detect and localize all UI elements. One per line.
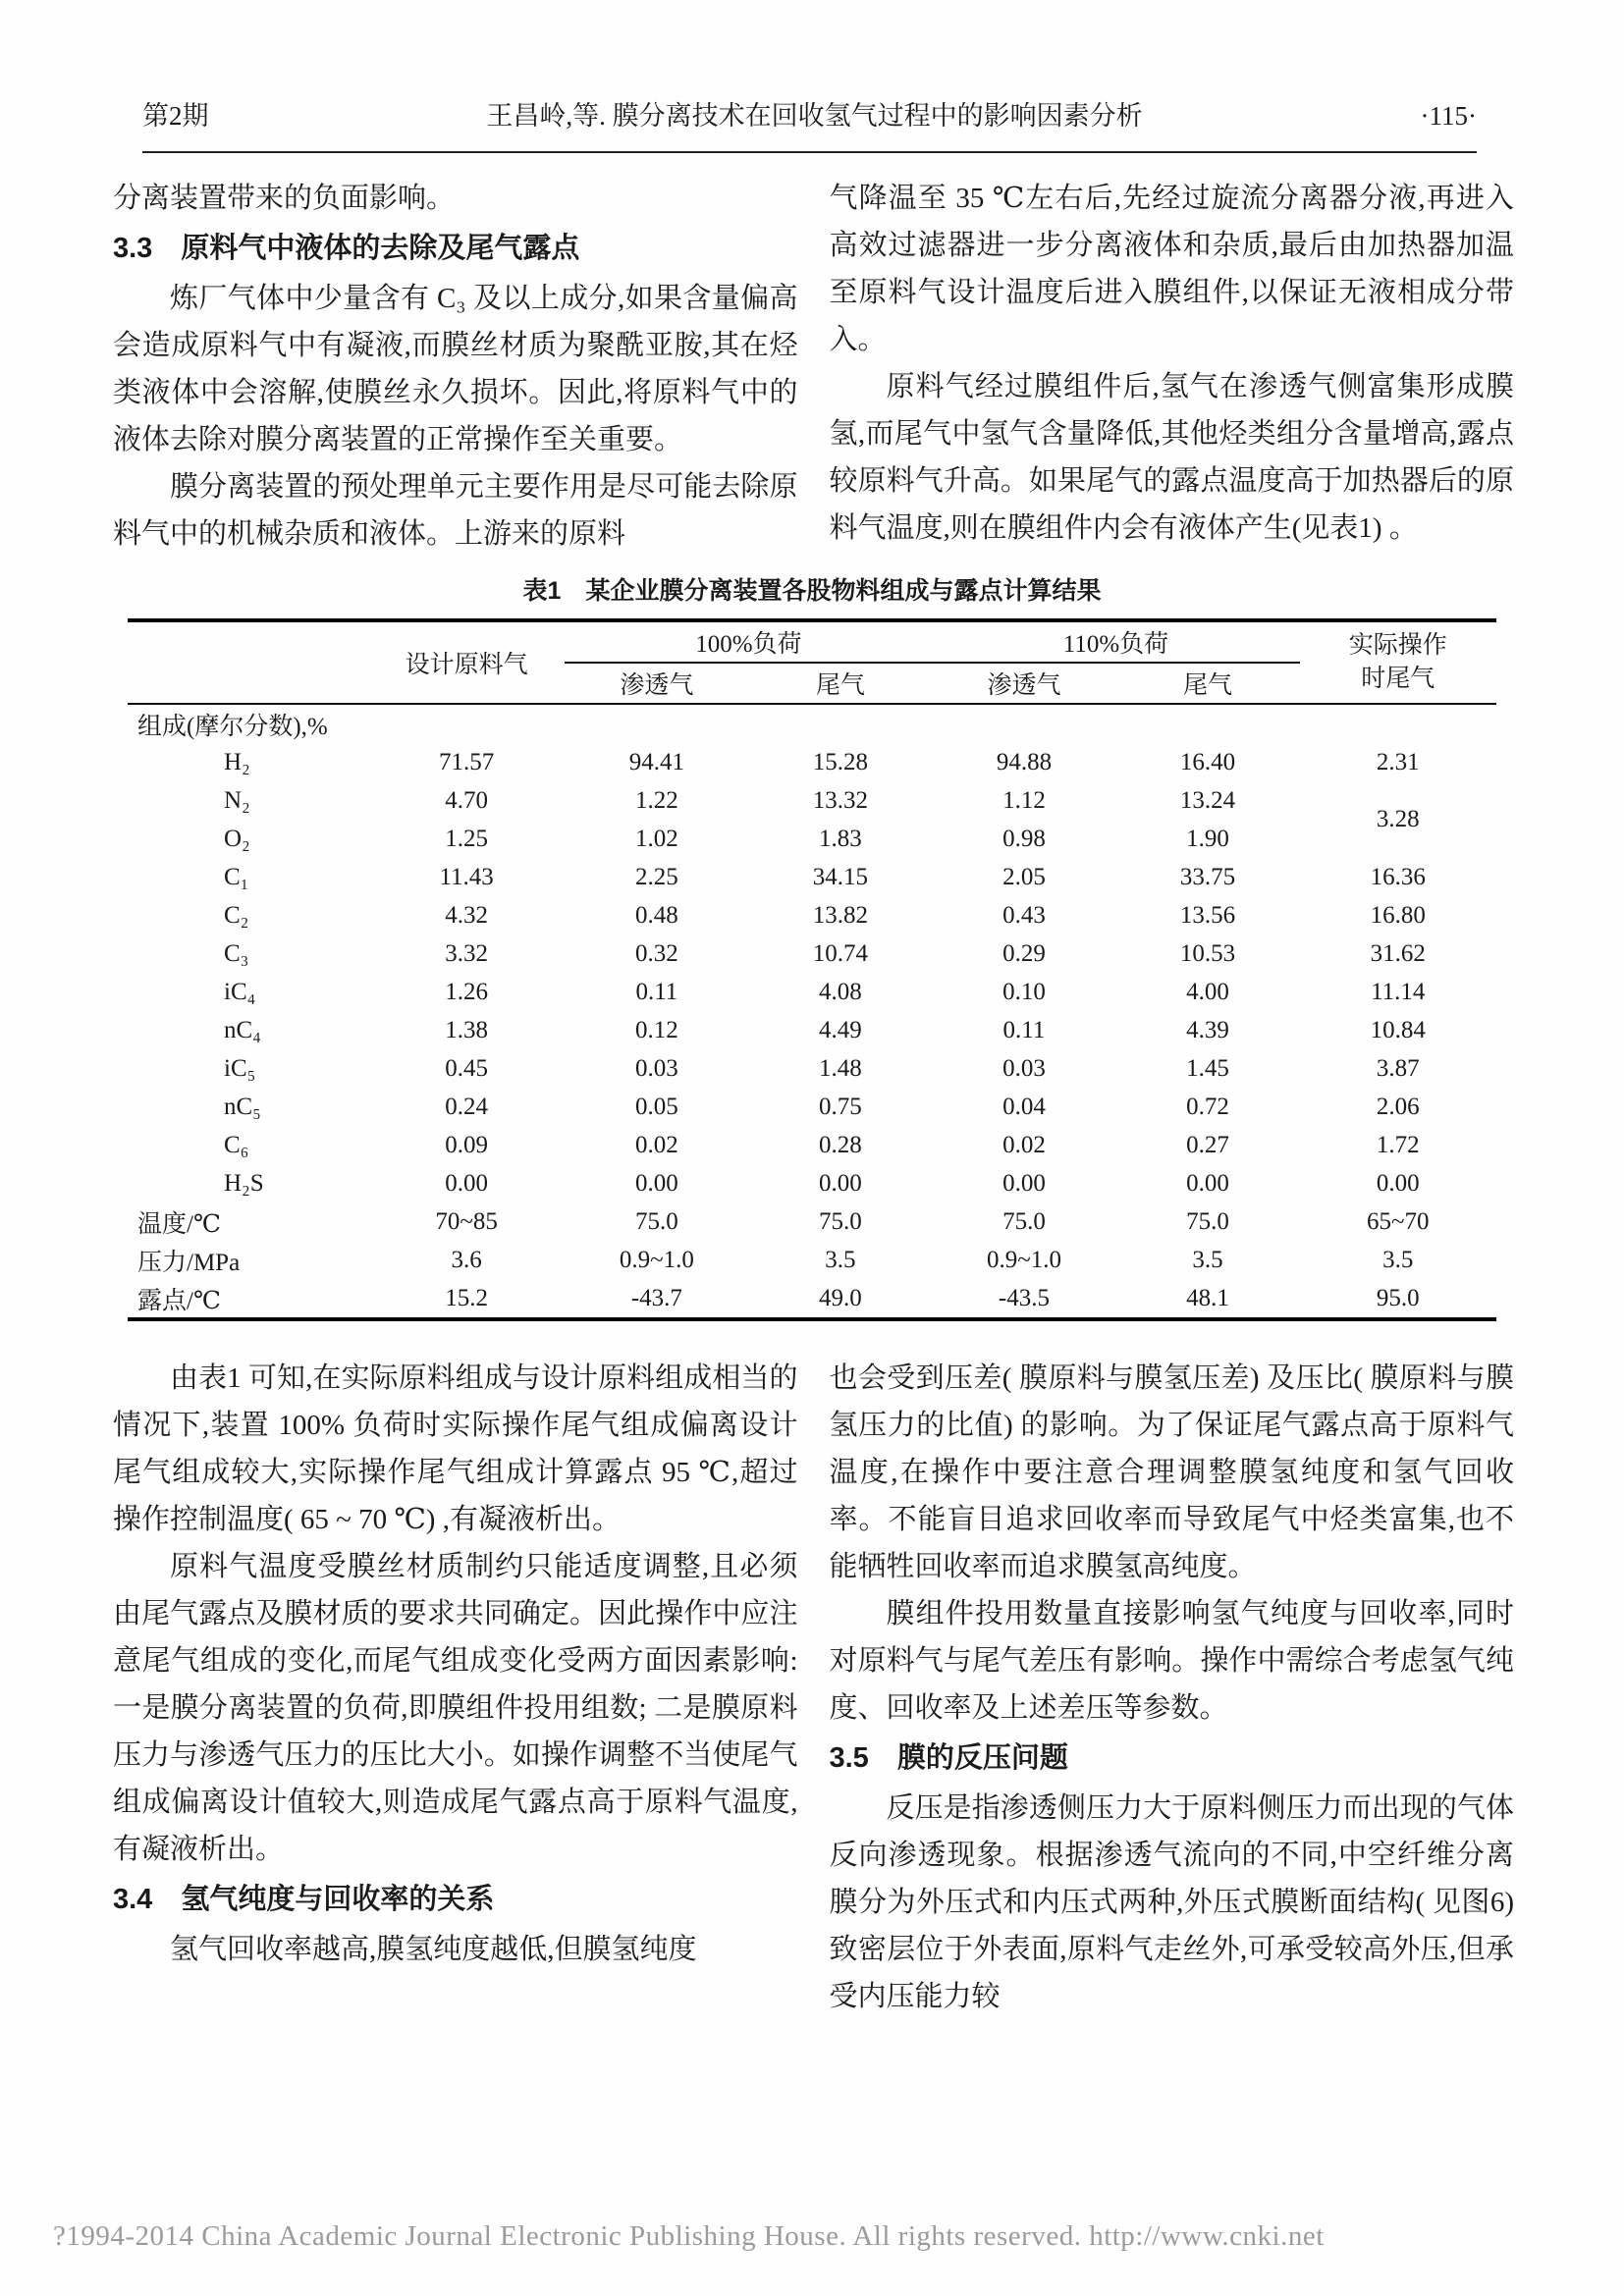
- table-cell: 15.28: [812, 748, 869, 775]
- table-row: [128, 820, 1496, 858]
- header-rule: [142, 151, 1477, 153]
- table-cell: 1.72: [1376, 1131, 1420, 1158]
- issue-label: 第2期: [142, 101, 209, 131]
- table-cell: 4.00: [1186, 978, 1229, 1005]
- table-cell: 31.62: [1370, 939, 1426, 967]
- table-cell: 3.5: [825, 1246, 856, 1273]
- table-cell: 0.9~1.0: [986, 1246, 1061, 1273]
- table-cell: 0.32: [634, 939, 678, 967]
- table-cell: 0.29: [1002, 939, 1046, 967]
- table-cell: 0.43: [1002, 901, 1046, 929]
- section-heading-3-5: 3.5 膜的反压问题: [829, 1742, 1068, 1775]
- table-cell: 16.40: [1179, 748, 1236, 775]
- table-cell: 0.02: [634, 1131, 678, 1158]
- table-cell: 0.05: [634, 1093, 678, 1120]
- header-cell-design-feed: 设计原料气: [368, 620, 565, 704]
- table-cell: 0.09: [445, 1131, 489, 1158]
- paragraph: 原料气经过膜组件后,氢气在渗透气侧富集形成膜氢,而尾气中氢气含量降低,其他烃类组分含量增高,露点较原料气升高。如果尾气的露点温度高于加热器后的原料气温度,则在膜组件内会有液体产生(见表1) 。: [829, 371, 1514, 545]
- paragraph: 也会受到压差( 膜原料与膜氢压差) 及压比( 膜原料与膜氢压力的比值) 的影响。为了保证尾气露点高于原料气温度,在操作中要注意合理调整膜氢纯度和氢气回收率。不能盲目追求回收率而导致尾气中烃类富集,也不能牺牲回收率而追求膜氢高纯度。: [829, 1362, 1514, 1583]
- paragraph: 原料气温度受膜丝材质制约只能适度调整,且必须由尾气露点及膜材质的要求共同确定。因此操作中应注意尾气组成的变化,而尾气组成变化受两方面因素影响: 一是膜分离装置的负荷,即膜组件投用组数; 二是膜原料压力与渗透气压力的压比大小。如操作调整不当使尾气组成偏离设计值较大,则造成尾气露点高于原料气温度,有凝液析出。: [113, 1551, 798, 1866]
- table-cell: 11.14: [1371, 978, 1426, 1005]
- table-row: [128, 1279, 1496, 1319]
- row-label: nC₄: [224, 1016, 261, 1043]
- table-cell: 16.36: [1370, 863, 1426, 890]
- table-cell: -43.7: [630, 1284, 682, 1311]
- row-label: H₂S: [224, 1169, 264, 1197]
- table-cell: 0.00: [634, 1169, 678, 1197]
- row-label: nC₅: [224, 1093, 261, 1120]
- table-cell: [1115, 704, 1299, 743]
- page-header: [0, 0, 1624, 153]
- row-label: N₂: [224, 786, 250, 814]
- header-cell-load-110: 110%负荷: [932, 620, 1299, 663]
- table-row: [128, 973, 1496, 1011]
- section-heading-3-4: 3.4 氢气纯度与回收率的关系: [113, 1884, 495, 1916]
- row-label: O₂: [224, 825, 250, 852]
- row-label: 组成(摩尔分数),%: [137, 713, 328, 740]
- table-cell: 75.0: [1002, 1207, 1046, 1235]
- header-cell-tail-100: 尾气: [748, 663, 932, 704]
- table-cell: 0.00: [445, 1169, 489, 1197]
- row-label: iC₅: [224, 1054, 256, 1082]
- table-cell: 1.83: [819, 825, 862, 852]
- table-row: [128, 896, 1496, 934]
- paragraph: 气降温至 35 ℃左右后,先经过旋流分离器分液,再进入高效过滤器进一步分离液体和杂质,最后由加热器加温至原料气设计温度后进入膜组件,以保证无液相成分带入。: [829, 183, 1514, 356]
- table-cell: 94.41: [628, 748, 684, 775]
- bottom-left-column: [113, 1355, 798, 2020]
- row-label: C₁: [224, 863, 249, 890]
- table-cell: [748, 704, 932, 743]
- row-label: C₂: [224, 901, 249, 929]
- table-cell: 1.22: [634, 786, 678, 814]
- table-cell: 16.80: [1370, 901, 1426, 929]
- table-cell: 2.06: [1376, 1093, 1420, 1120]
- table-cell: 1.38: [445, 1016, 489, 1043]
- table-cell: 0.48: [634, 901, 678, 929]
- table-cell: 75.0: [634, 1207, 678, 1235]
- table-row: [128, 858, 1496, 896]
- table-cell: 3.5: [1192, 1246, 1223, 1273]
- table-cell: 13.24: [1179, 786, 1236, 814]
- table-cell: 94.88: [996, 748, 1053, 775]
- table-cell: 34.15: [812, 863, 869, 890]
- table-cell: 3.32: [445, 939, 489, 967]
- paragraph: 膜组件投用数量直接影响氢气纯度与回收率,同时对原料气与尾气差压有影响。操作中需综合考虑氢气纯度、回收率及上述差压等参数。: [829, 1598, 1514, 1725]
- row-label: iC₄: [224, 978, 256, 1005]
- table-cell: 0.00: [1002, 1169, 1046, 1197]
- table-cell: 2.31: [1376, 748, 1420, 775]
- table-row: [128, 1088, 1496, 1126]
- row-label: H₂: [224, 748, 250, 775]
- table-cell: 11.43: [439, 863, 494, 890]
- top-right-column: [830, 175, 1515, 558]
- table-cell: 71.57: [439, 748, 495, 775]
- table-cell: 0.27: [1186, 1131, 1229, 1158]
- table-cell: 95.0: [1376, 1284, 1420, 1311]
- table-cell: 4.32: [445, 901, 489, 929]
- table-cell: 15.2: [445, 1284, 489, 1311]
- table-cell: [1300, 704, 1496, 743]
- table-cell: 0.00: [1186, 1169, 1229, 1197]
- section-heading-3-3: 3.3 原料气中液体的去除及尾气露点: [113, 233, 580, 265]
- top-left-column: [113, 175, 798, 558]
- data-table: [128, 618, 1496, 1321]
- header-cell-empty: [128, 620, 368, 704]
- table-cell: 4.70: [445, 786, 489, 814]
- bottom-right-column: [830, 1355, 1515, 2020]
- table-cell: 4.49: [819, 1016, 862, 1043]
- table-row: [128, 1164, 1496, 1202]
- paragraph: 反压是指渗透侧压力大于原料侧压力而出现的气体反向渗透现象。根据渗透气流向的不同,中空纤维分离膜分为外压式和内压式两种,外压式膜断面结构( 见图6) 致密层位于外表面,原料气走丝外,可承受较高外压,但承受内压能力较: [829, 1792, 1514, 2013]
- table-cell: 1.48: [819, 1054, 862, 1082]
- table-cell: 0.00: [1376, 1169, 1420, 1197]
- top-text-section: [0, 175, 1624, 558]
- table-cell: 1.45: [1186, 1054, 1229, 1082]
- table-cell: -43.5: [998, 1284, 1050, 1311]
- table-cell: 3.87: [1376, 1054, 1420, 1082]
- header-cell-permeate-110: 渗透气: [932, 663, 1115, 704]
- table-cell: 70~85: [435, 1207, 498, 1235]
- row-label: 温度/℃: [137, 1210, 221, 1238]
- table-cell: 0.03: [1002, 1054, 1046, 1082]
- table-row: [128, 743, 1496, 781]
- table-cell: 1.25: [445, 825, 489, 852]
- table-cell: 0.00: [819, 1169, 862, 1197]
- table-cell: 0.04: [1002, 1093, 1046, 1120]
- table-row: [128, 1011, 1496, 1049]
- table-cell: 4.39: [1186, 1016, 1229, 1043]
- table-cell: 0.12: [634, 1016, 678, 1043]
- table-cell: 3.28: [1376, 806, 1420, 833]
- table-cell: 33.75: [1179, 863, 1236, 890]
- table-row: [128, 781, 1496, 820]
- table-cell: 0.45: [445, 1054, 489, 1082]
- table-cell: 0.72: [1186, 1093, 1229, 1120]
- table-cell: 13.56: [1179, 901, 1236, 929]
- table-row: [128, 1241, 1496, 1279]
- header-cell-actual-tail-gas: [1300, 620, 1496, 704]
- table-cell: 1.12: [1002, 786, 1046, 814]
- table-cell: 1.02: [634, 825, 678, 852]
- table-cell: 10.84: [1370, 1016, 1426, 1043]
- table-cell: 4.08: [819, 978, 862, 1005]
- paragraph: 分离装置带来的负面影响。: [113, 183, 456, 215]
- table-cell: 0.98: [1002, 825, 1046, 852]
- table-row: [128, 1202, 1496, 1241]
- table-cell: 13.82: [812, 901, 869, 929]
- table-cell: 1.26: [445, 978, 489, 1005]
- table-cell: 1.90: [1186, 825, 1229, 852]
- table-cell: 75.0: [1186, 1207, 1229, 1235]
- table-title: 表1 某企业膜分离装置各股物料组成与露点计算结果: [522, 577, 1102, 606]
- paragraph: 由表1 可知,在实际原料组成与设计原料组成相当的情况下,装置 100% 负荷时实际操作尾气组成偏离设计尾气组成较大,实际操作尾气组成计算露点 95 ℃,超过操作控制温度( 65 ~ 70 ℃) ,有凝液析出。: [113, 1362, 798, 1536]
- table-cell: 49.0: [819, 1284, 862, 1311]
- table-cell: 0.28: [819, 1131, 862, 1158]
- table-cell: 0.03: [634, 1054, 678, 1082]
- row-label: C₆: [224, 1131, 249, 1158]
- page-number: ·115·: [1420, 101, 1477, 131]
- paragraph: 氢气回收率越高,膜氢纯度越低,但膜氢纯度: [170, 1934, 697, 1966]
- row-label: C₃: [224, 939, 249, 967]
- table-cell: 0.75: [819, 1093, 862, 1120]
- running-title: 王昌岭,等. 膜分离技术在回收氢气过程中的影响因素分析: [486, 101, 1143, 131]
- table-cell: 3.5: [1382, 1246, 1414, 1273]
- paragraph: 炼厂气体中少量含有 C₃ 及以上成分,如果含量偏高会造成原料气中有凝液,而膜丝材质为聚酰亚胺,其在烃类液体中会溶解,使膜丝永久损坏。因此,将原料气中的液体去除对膜分离装置的正常操作至关重要。: [113, 283, 798, 456]
- table-cell: [932, 704, 1115, 743]
- table-cell: 0.10: [1002, 978, 1046, 1005]
- table-cell: 10.74: [812, 939, 869, 967]
- table-cell: 13.32: [812, 786, 869, 814]
- table-cell: 0.24: [445, 1093, 489, 1120]
- table-cell: 0.11: [635, 978, 678, 1005]
- table-cell: 3.6: [451, 1246, 482, 1273]
- table-cell: 65~70: [1367, 1207, 1430, 1235]
- table-header-row: [128, 620, 1496, 663]
- header-cell-actual-line1: 实际操作: [1348, 632, 1447, 660]
- table-cell: [368, 704, 565, 743]
- header-cell-load-100: 100%负荷: [565, 620, 932, 663]
- copyright-text: ?1994-2014 China Academic Journal Electronic Publishing House. All rights reserved. http://www.cnki.net: [53, 2220, 1325, 2252]
- table-cell: 75.0: [819, 1207, 862, 1235]
- table-row: [128, 1126, 1496, 1164]
- table-cell: 2.05: [1002, 863, 1046, 890]
- row-label: 露点/℃: [137, 1287, 221, 1314]
- table-cell: 0.11: [1002, 1016, 1046, 1043]
- table-cell: [565, 704, 748, 743]
- paragraph: 膜分离装置的预处理单元主要作用是尽可能去除原料气中的机械杂质和液体。上游来的原料: [113, 471, 798, 551]
- table-cell: 2.25: [634, 863, 678, 890]
- table-cell: 10.53: [1179, 939, 1236, 967]
- table-cell: 0.9~1.0: [619, 1246, 694, 1273]
- table-cell: 48.1: [1186, 1284, 1229, 1311]
- table-section: [128, 571, 1496, 1321]
- table-row: [128, 704, 1496, 743]
- table-cell: 0.02: [1002, 1131, 1046, 1158]
- table-row: [128, 1049, 1496, 1088]
- header-cell-permeate-100: 渗透气: [565, 663, 748, 704]
- table-row: [128, 934, 1496, 973]
- bottom-text-section: [0, 1355, 1624, 2020]
- header-cell-tail-110: 尾气: [1115, 663, 1299, 704]
- row-label: 压力/MPa: [137, 1249, 241, 1276]
- header-cell-actual-line2: 时尾气: [1361, 666, 1435, 693]
